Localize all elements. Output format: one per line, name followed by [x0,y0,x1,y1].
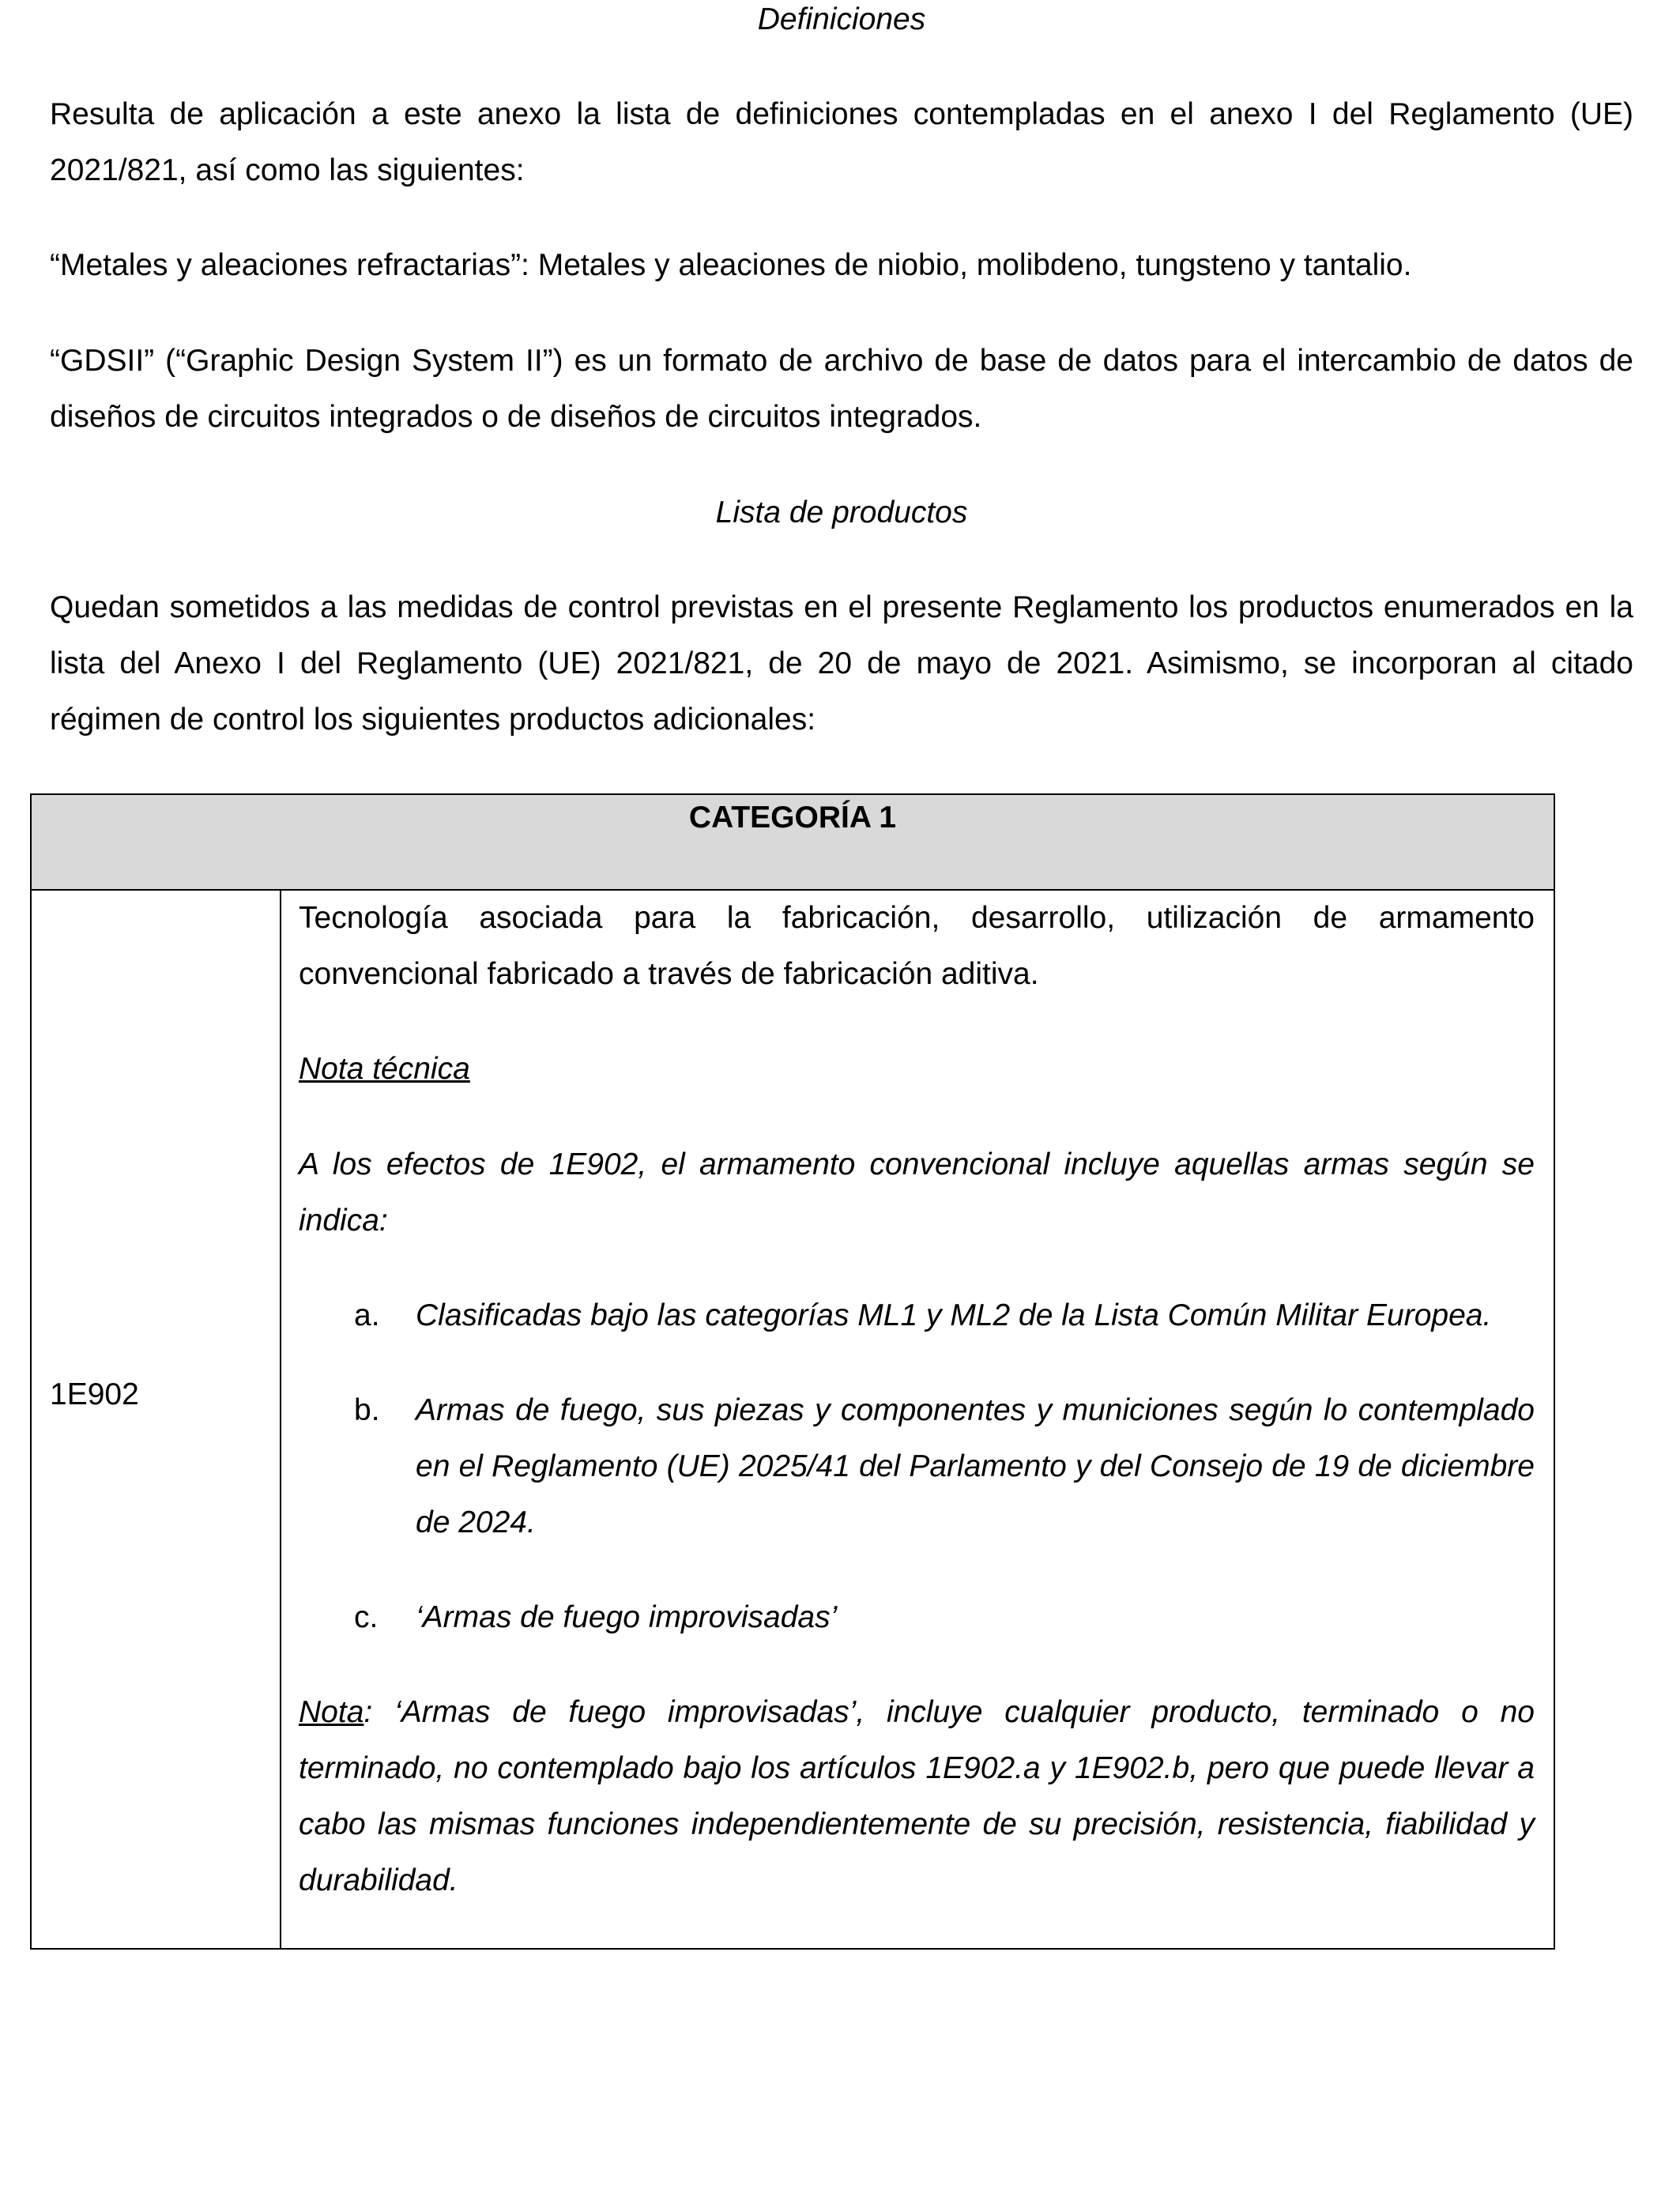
list-item [299,1382,1535,1551]
products-intro-paragraph: Quedan sometidos a las medidas de control previstas en el presente Reglamento los productos enumerados en la lista del Anexo I del Reglamento (UE) 2021/821, de 20 de mayo de 2021. Asimismo, se incorporan al citado régimen de control los siguientes productos adicionales: [50,590,1633,737]
technical-note-text: A los efectos de 1E902, el armamento convencional incluye aquellas armas según se indica: [299,1147,1535,1238]
list-marker: b. [354,1393,380,1427]
definition-refractory-metals: “Metales y aleaciones refractarias”: Metales y aleaciones de niobio, molibdeno, tungsteno y tantalio. [50,248,1412,282]
section-heading-lista-productos: Lista de productos [715,495,968,529]
list-item-text: Armas de fuego, sus piezas y componentes y municiones según lo contemplado en el Reglamento (UE) 2025/41 del Parlamento y del Consejo de 19 de diciembre de 2024. [416,1393,1535,1539]
list-item [299,1287,1535,1343]
technical-note-title: Nota técnica [299,1052,470,1086]
note-text: : ‘Armas de fuego improvisadas’, incluye cualquier producto, terminado o no terminado, no contemplado bajo los artículos 1E902.a y 1E902.b, pero que puede llevar a cabo las mismas funciones independientemente de su precisión, resistencia, fiabilidad y durabilidad. [299,1695,1535,1897]
note-paragraph [299,1684,1535,1909]
table-header-category: CATEGORÍA 1 [688,801,897,835]
product-code: 1E902 [50,1377,139,1411]
section-heading-definiciones: Definiciones [757,2,926,36]
note-label: Nota [299,1695,364,1729]
list-item [299,1589,1535,1645]
control-table [30,793,1555,1950]
table-header-row [32,795,1554,891]
list-item-text: ‘Armas de fuego improvisadas’ [416,1600,838,1634]
table-code-cell [32,891,281,1948]
list-marker: c. [354,1600,379,1634]
technical-note-title-wrapper [299,1041,1535,1097]
definition-gdsii: “GDSII” (“Graphic Design System II”) es un formato de archivo de base de datos para el intercambio de datos de diseños de circuitos integrados o de diseños de circuitos integrados. [50,344,1633,434]
table-description-cell [281,891,1554,1948]
product-description: Tecnología asociada para la fabricación, desarrollo, utilización de armamento convencional fabricado a través de fabricación aditiva. [299,901,1535,991]
definitions-intro-paragraph: Resulta de aplicación a este anexo la lista de definiciones contempladas en el anexo I del Reglamento (UE) 2021/821, así como las siguientes: [50,97,1633,187]
list-marker: a. [354,1298,380,1332]
list-item-text: Clasificadas bajo las categorías ML1 y ML2 de la Lista Común Militar Europea. [416,1298,1492,1332]
